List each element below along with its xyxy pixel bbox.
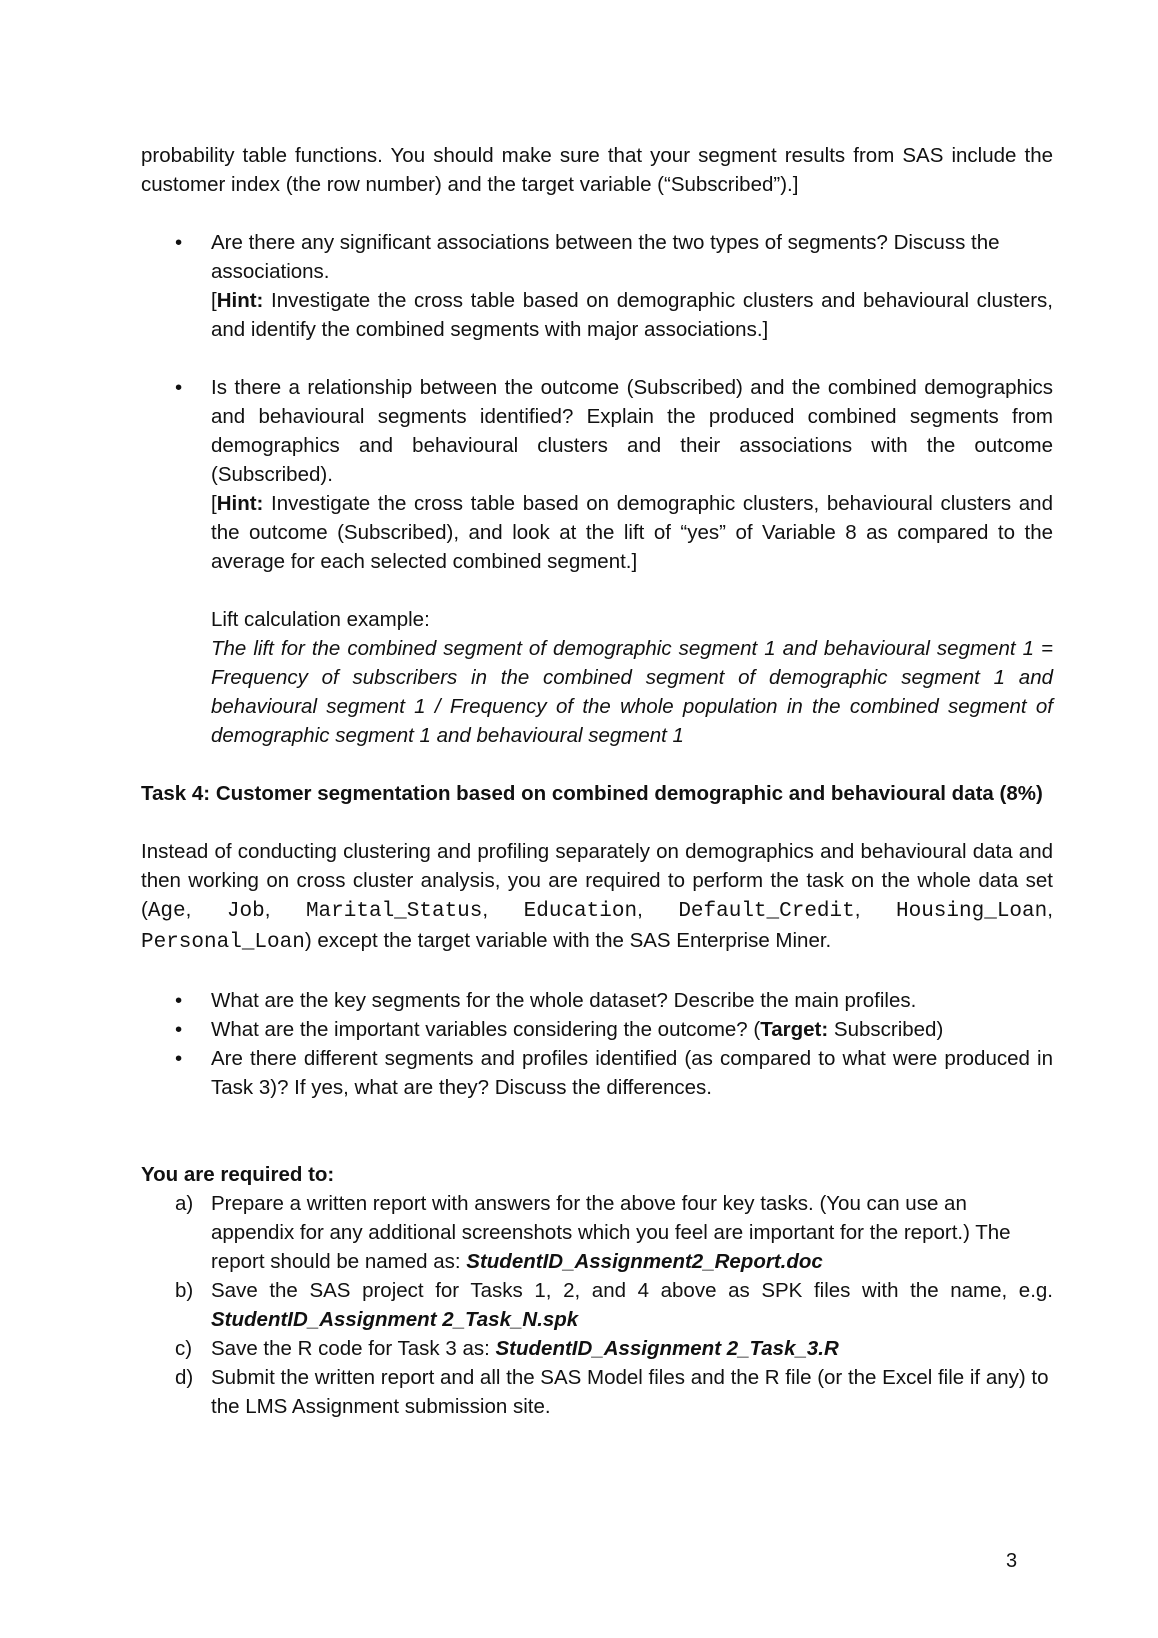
task3-question-1 [141, 228, 1053, 344]
task4-bullet-1 [141, 986, 1053, 1015]
variable-job: Job [226, 900, 265, 923]
requirement-item-a [141, 1189, 1053, 1276]
intro-paragraph: probability table functions. You should make sure that your segment results from SAS include the customer index (the row number) and the target variable (“Subscribed”).] [141, 144, 1053, 196]
bullet-marker: • [175, 989, 183, 1012]
question-text: Is there a relationship between the outcome (Subscribed) and the combined demographics and behavioural segments identified? Explain the produced combined segments from demographics and behavioural clusters and their associations with the outcome (Subscribed). [211, 376, 1053, 486]
bullet-text [211, 1015, 1053, 1044]
lift-formula-text: The lift for the combined segment of demographic segment 1 and behavioural segment 1 = Frequency of subscribers in the combined segment of demographic segment 1 and behavioural segment 1 / Frequency of the whole population in the combined segment of demographic segment 1 and behavioural segment 1 [211, 637, 1053, 747]
bullet-marker: • [175, 1047, 183, 1070]
requirement-plain: Save the R code for Task 3 as: [211, 1337, 496, 1360]
hint-text: Investigate the cross table based on demographic clusters and behavioural clusters, and identify the combined segments with major associations.] [211, 289, 1053, 341]
hint-text: Investigate the cross table based on demographic clusters, behavioural clusters and the outcome (Subscribed), and look at the lift of “yes” of Variable 8 as compared to the average for each selected combined segment.] [211, 492, 1053, 573]
target-label: Target: [760, 1018, 829, 1041]
hint-paragraph [211, 489, 1053, 576]
bullet-text: What are the key segments for the whole dataset? Describe the main profiles. [211, 989, 917, 1012]
requirement-plain: Save the SAS project for Tasks 1, 2, and 4 above as SPK files with the name, e.g. [211, 1279, 1053, 1302]
separator: , [185, 898, 227, 921]
lift-title: Lift calculation example: [211, 608, 430, 631]
task4-heading [141, 779, 1053, 808]
bullet-marker: • [175, 1018, 183, 1041]
bullet-marker: • [175, 376, 183, 399]
bullet-text: Are there different segments and profiles identified (as compared to what were produced in Task 3)? If yes, what are they? Discuss the differences. [211, 1047, 1053, 1099]
variable-education: Education [523, 900, 638, 923]
task3-question-2 [141, 373, 1053, 576]
hint-label: Hint: [216, 492, 264, 515]
separator: , [482, 898, 524, 921]
task4-paragraph [141, 837, 1053, 957]
separator: , [637, 898, 679, 921]
separator: , [1047, 898, 1053, 921]
separator: , [264, 898, 306, 921]
hint-bracket: [ [211, 289, 217, 312]
variable-marital-status: Marital_Status [305, 900, 483, 923]
spk-filename: StudentID_Assignment 2_Task_N.spk [211, 1308, 579, 1331]
page-content [141, 141, 1053, 1421]
hint-label: Hint: [216, 289, 264, 312]
variable-default-credit: Default_Credit [678, 900, 855, 923]
question-text: Are there any significant associations between the two types of segments? Discuss the associations. [211, 231, 1000, 283]
bullet-marker: • [175, 231, 183, 254]
variable-personal-loan: Personal_Loan [141, 931, 305, 954]
requirements-heading-text: You are required to: [141, 1163, 335, 1186]
task4-heading-text: Task 4: Customer segmentation based on combined demographic and behavioural data (8%) [141, 782, 1043, 805]
lift-example [141, 605, 1053, 750]
page-number: 3 [1006, 1550, 1018, 1572]
bullet-text-before: What are the important variables considering the outcome? ( [211, 1018, 761, 1041]
requirement-item-c [141, 1334, 1053, 1363]
separator: , [854, 898, 896, 921]
report-filename: StudentID_Assignment2_Report.doc [466, 1250, 823, 1273]
hint-paragraph [211, 286, 1053, 344]
variable-housing-loan: Housing_Loan [896, 900, 1048, 923]
requirement-plain: Prepare a written report with answers for the above four key tasks. (You can use an appendix for any additional screenshots which you feel are important for the report.) The report should be named as: [211, 1192, 1011, 1273]
requirement-text [211, 1276, 1053, 1334]
hint-bracket: [ [211, 492, 217, 515]
task4-para-start: Instead of conducting clustering and profiling separately on demographics and behavioural data and then working on cross cluster analysis, you are required to perform the task on the whole data set ( [141, 840, 1053, 921]
list-marker: c) [175, 1337, 193, 1360]
task4-bullet-2 [141, 1015, 1053, 1044]
task4-para-end: ) except the target variable with the SAS Enterprise Miner. [304, 929, 832, 952]
list-marker: d) [175, 1366, 194, 1389]
requirements-heading [141, 1160, 1053, 1189]
task4-bullet-3 [141, 1044, 1053, 1102]
variable-age: Age [147, 900, 186, 923]
requirement-text [211, 1189, 1053, 1276]
requirement-text: Submit the written report and all the SAS Model files and the R file (or the Excel file if any) to the LMS Assignment submission site. [211, 1366, 1049, 1418]
list-marker: a) [175, 1192, 194, 1215]
lift-formula [211, 634, 1053, 750]
list-marker: b) [175, 1279, 194, 1302]
r-filename: StudentID_Assignment 2_Task_3.R [495, 1337, 839, 1360]
requirement-item-d [141, 1363, 1053, 1421]
requirement-item-b [141, 1276, 1053, 1334]
requirement-text [211, 1334, 1053, 1363]
bullet-text-after: Subscribed) [828, 1018, 944, 1041]
